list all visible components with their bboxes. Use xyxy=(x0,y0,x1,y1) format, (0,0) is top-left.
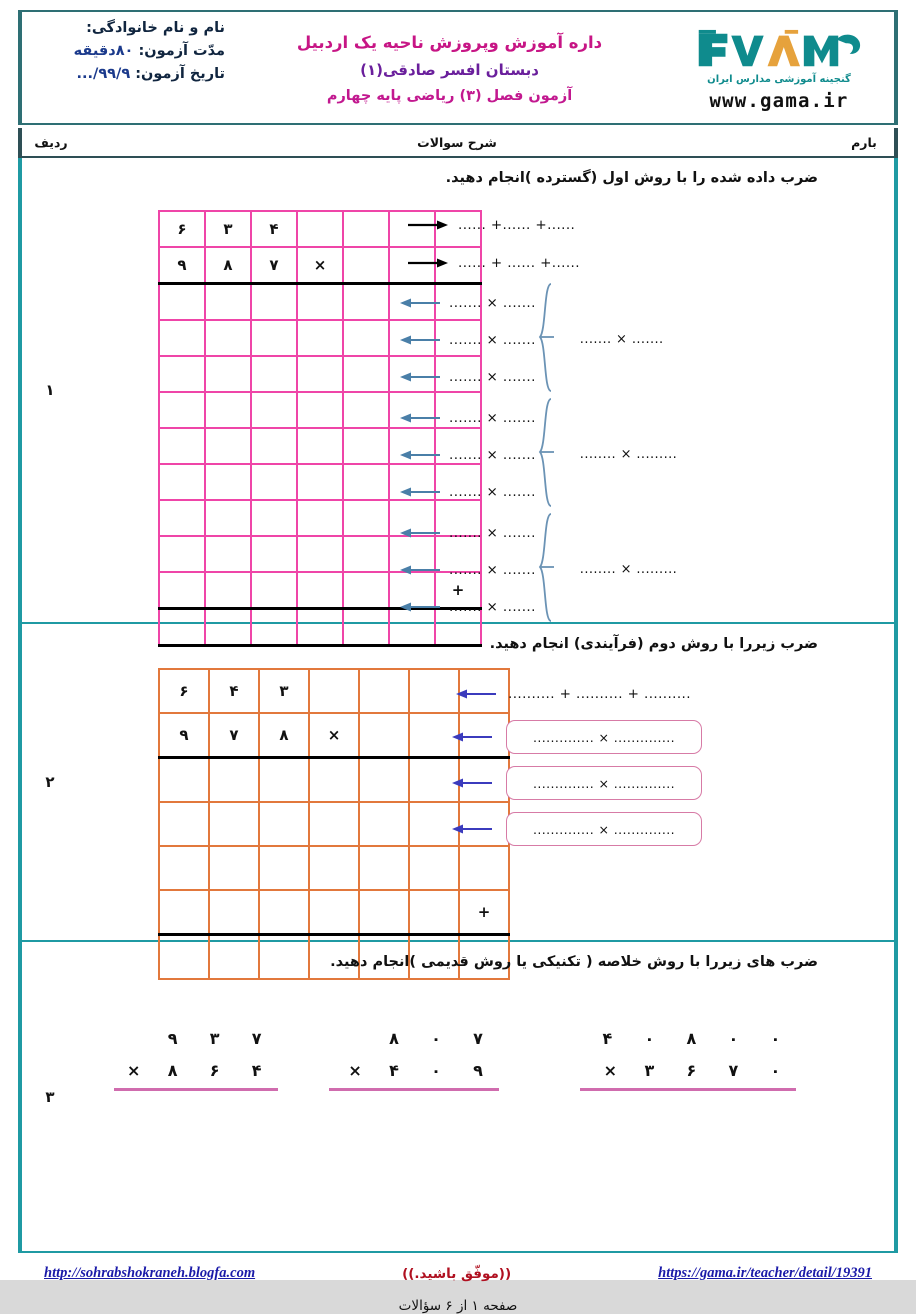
grid-cell[interactable] xyxy=(205,500,251,536)
arrow-left-icon xyxy=(452,731,492,743)
grid-cell[interactable] xyxy=(309,758,359,803)
curly-brace-icon xyxy=(538,282,554,397)
grid-cell[interactable] xyxy=(309,890,359,935)
question-prompt: ضرب زیررا با روش دوم (فرآیندی) انجام دهید. xyxy=(489,636,818,652)
grid-row xyxy=(159,846,509,890)
grid-cell[interactable] xyxy=(159,320,205,356)
grid-cell[interactable] xyxy=(309,669,359,713)
top-digit: ۸ xyxy=(389,1028,399,1048)
top-digit: ۷ xyxy=(473,1028,483,1048)
top-digit: ۳ xyxy=(209,1028,220,1048)
partial-product-blank[interactable]: ....... × ....... xyxy=(449,561,536,578)
arrow-left-icon xyxy=(400,297,440,309)
multiplicand-digit-3: ۶ xyxy=(159,669,209,713)
grid-cell[interactable] xyxy=(159,356,205,392)
partial-product-line xyxy=(400,358,536,395)
grid-cell[interactable] xyxy=(159,284,205,321)
partial-product-blank[interactable]: ....... × ....... xyxy=(449,446,536,463)
column-header-row-number: ردیف xyxy=(20,128,80,156)
plus-symbol: + xyxy=(435,572,481,609)
grid-cell[interactable] xyxy=(297,211,343,247)
question3-workspace xyxy=(88,976,822,1241)
problem-top-row xyxy=(337,1022,499,1054)
grid-cell[interactable] xyxy=(297,428,343,464)
multiplier-digit-2: ۷ xyxy=(209,713,259,758)
grid-cell[interactable] xyxy=(205,284,251,321)
partial-product-group xyxy=(400,512,810,627)
grid-cell[interactable] xyxy=(159,890,209,935)
expansion-blank[interactable]: ...... +...... +...... xyxy=(458,217,576,233)
question-prompt: ضرب های زیررا با روش خلاصه ( تکنیکی یا روش قدیمی )انجام دهید. xyxy=(330,954,818,970)
curly-brace-icon xyxy=(538,397,554,512)
column-header-description: شرح سوالات xyxy=(417,134,497,150)
product-input-box[interactable]: .............. × .............. xyxy=(506,766,702,800)
question-number: ۲ xyxy=(20,624,78,940)
grid-cell[interactable] xyxy=(297,320,343,356)
grid-cell[interactable] xyxy=(359,846,409,890)
exam-duration-label: مدّت آزمون: xyxy=(138,43,225,59)
blog-link[interactable]: http://sohrabshokraneh.blogfa.com xyxy=(44,1265,256,1281)
grid-cell[interactable] xyxy=(159,802,209,846)
grid-cell[interactable] xyxy=(459,846,509,890)
grid-cell[interactable] xyxy=(359,669,409,713)
grid-cell[interactable] xyxy=(205,572,251,609)
exam-duration-value: ۸۰دقیقه xyxy=(73,43,134,59)
top-digit: ۰ xyxy=(431,1028,441,1048)
grid-cell[interactable] xyxy=(359,713,409,758)
grid-cell[interactable] xyxy=(209,890,259,935)
question-score-cell[interactable] xyxy=(836,158,896,622)
question-body xyxy=(78,624,836,940)
grid-cell[interactable] xyxy=(205,320,251,356)
top-digit: ۰ xyxy=(644,1028,655,1048)
grid-cell[interactable] xyxy=(159,846,209,890)
partial-product-blank[interactable]: ....... × ....... xyxy=(449,368,536,385)
grid-cell[interactable] xyxy=(251,320,297,356)
problem-bottom-row xyxy=(592,1054,796,1086)
bottom-digit: ۰ xyxy=(770,1060,781,1080)
grid-cell[interactable] xyxy=(359,890,409,935)
group-summary-blank[interactable]: ....... × ....... xyxy=(579,332,664,347)
grid-cell[interactable] xyxy=(343,500,389,536)
table-row xyxy=(20,158,896,624)
grid-cell[interactable] xyxy=(297,536,343,572)
grid-cell[interactable] xyxy=(297,356,343,392)
grid-cell[interactable] xyxy=(297,284,343,321)
grid-cell[interactable] xyxy=(159,572,205,609)
bottom-digit: ۶ xyxy=(686,1060,697,1080)
product-box-line xyxy=(452,806,816,852)
arrow-right-icon xyxy=(408,219,448,231)
multiplier-digit-3: ۹ xyxy=(159,713,209,758)
table-row xyxy=(20,942,896,1251)
partial-product-line xyxy=(400,284,536,321)
question-score-cell[interactable] xyxy=(836,942,896,1251)
grid-cell[interactable] xyxy=(297,572,343,609)
answer-rule-line xyxy=(329,1088,499,1091)
grid-row-plus xyxy=(159,890,509,935)
arrow-left-icon xyxy=(400,527,440,539)
grid-cell[interactable] xyxy=(205,392,251,428)
student-name-field[interactable] xyxy=(28,20,225,36)
gama-website-url[interactable]: www.gama.ir xyxy=(709,89,849,112)
question-number: ۱ xyxy=(20,158,78,622)
product-box-line xyxy=(452,714,816,760)
group-summary-blank[interactable]: ........ × ......... xyxy=(579,562,678,577)
exam-subject-title: آزمون فصل (۳) ریاضی پایه چهارم xyxy=(326,88,573,104)
partial-product-blank[interactable]: ....... × ....... xyxy=(449,524,536,541)
column-header-score: بارم xyxy=(834,128,896,156)
bottom-digit: ۴ xyxy=(251,1060,262,1080)
question1-workspace xyxy=(88,192,822,615)
times-symbol: × xyxy=(297,247,343,284)
grid-cell[interactable] xyxy=(297,464,343,500)
header-student-info xyxy=(20,12,235,123)
grid-cell[interactable] xyxy=(209,758,259,803)
arrow-left-icon xyxy=(400,486,440,498)
question-body xyxy=(78,158,836,622)
grid-cell[interactable] xyxy=(159,758,209,803)
education-office-title: داره آموزش وپروزش ناحیه یک اردبیل xyxy=(296,33,603,52)
top-digit: ۹ xyxy=(167,1028,178,1048)
partial-product-blank[interactable]: ....... × ....... xyxy=(449,483,536,500)
grid-cell[interactable] xyxy=(159,392,205,428)
partial-product-group xyxy=(400,282,810,397)
student-name-label: نام و نام خانوادگی: xyxy=(86,20,225,36)
grid-cell[interactable] xyxy=(251,464,297,500)
question-prompt: ضرب داده شده را با روش اول (گسترده )انجام دهید. xyxy=(445,170,818,186)
grid-cell[interactable] xyxy=(409,890,459,935)
grid-cell[interactable] xyxy=(343,247,389,284)
problem-bottom-row xyxy=(116,1054,278,1086)
expansion-blank[interactable]: ...... + ...... +...... xyxy=(458,255,580,271)
grid-cell[interactable] xyxy=(343,284,389,321)
logo-caption: گنجینه آموزشی مدارس ایران xyxy=(707,73,851,85)
exam-sheet xyxy=(18,10,898,1314)
times-symbol: × xyxy=(126,1060,141,1080)
multiplier-digit-3: ۹ xyxy=(159,247,205,284)
grid-cell[interactable] xyxy=(343,428,389,464)
grid-cell[interactable] xyxy=(343,572,389,609)
bottom-digit: ۳ xyxy=(644,1060,655,1080)
grid-cell[interactable] xyxy=(159,464,205,500)
arrow-right-icon xyxy=(408,257,448,269)
top-digit: ۴ xyxy=(602,1028,613,1048)
arrow-left-icon xyxy=(400,334,440,346)
arrow-left-icon xyxy=(400,564,440,576)
school-name-title: دبستان افسر صادقی(۱) xyxy=(360,61,539,79)
question-number: ۳ xyxy=(20,942,78,1251)
multiplicand-digit-2: ۳ xyxy=(205,211,251,247)
group-lines xyxy=(400,514,536,625)
grid-cell[interactable] xyxy=(259,758,309,803)
partial-product-line xyxy=(400,588,536,625)
expansion-line xyxy=(408,206,810,244)
exam-duration-field xyxy=(28,43,225,59)
partial-product-line xyxy=(400,436,536,473)
good-luck-message: ((موفّق باشید.)) xyxy=(402,1265,512,1282)
grid-cell[interactable] xyxy=(251,428,297,464)
arrow-left-icon xyxy=(452,777,492,789)
top-digit: ۷ xyxy=(251,1028,262,1048)
grid-cell[interactable] xyxy=(343,536,389,572)
multiplier-digit-2: ۸ xyxy=(205,247,251,284)
grid-cell[interactable] xyxy=(205,356,251,392)
grid-cell[interactable] xyxy=(251,284,297,321)
arrow-left-icon xyxy=(400,412,440,424)
bottom-digit: ۴ xyxy=(389,1060,399,1080)
grid-cell[interactable] xyxy=(309,846,359,890)
exam-date-field[interactable] xyxy=(28,66,225,82)
partial-product-line xyxy=(400,514,536,551)
multiplicand-digit-1: ۳ xyxy=(259,669,309,713)
group-lines xyxy=(400,399,536,510)
table-column-headers xyxy=(18,128,898,158)
question-body xyxy=(78,942,836,1251)
grid-cell[interactable] xyxy=(251,392,297,428)
grid-cell[interactable] xyxy=(259,890,309,935)
grid-cell[interactable] xyxy=(297,392,343,428)
partial-product-blank[interactable]: ....... × ....... xyxy=(449,409,536,426)
exam-date-label: تاریخ آزمون: xyxy=(135,66,225,82)
question2-answer-area xyxy=(416,674,816,852)
grid-cell[interactable] xyxy=(309,802,359,846)
multiplier-digit-1: ۷ xyxy=(251,247,297,284)
grid-cell[interactable] xyxy=(409,846,459,890)
grid-cell[interactable] xyxy=(159,500,205,536)
plus-symbol: + xyxy=(459,890,509,935)
bottom-digit: ۸ xyxy=(167,1060,178,1080)
gama-teacher-link[interactable]: https://gama.ir/teacher/detail/19391 xyxy=(658,1265,872,1281)
arrow-left-icon xyxy=(400,601,440,613)
arrow-left-icon xyxy=(456,688,496,700)
grid-cell[interactable] xyxy=(209,846,259,890)
grid-cell[interactable] xyxy=(159,536,205,572)
table-row xyxy=(20,624,896,942)
question2-workspace xyxy=(88,658,822,930)
product-input-box[interactable]: .............. × .............. xyxy=(506,720,702,754)
partial-product-line xyxy=(400,321,536,358)
partial-product-blank[interactable]: ....... × ....... xyxy=(449,294,536,311)
times-symbol: × xyxy=(348,1060,362,1080)
grid-cell[interactable] xyxy=(343,320,389,356)
grid-cell[interactable] xyxy=(343,211,389,247)
grid-cell[interactable] xyxy=(343,464,389,500)
partial-product-blank[interactable]: ....... × ....... xyxy=(449,331,536,348)
multiplication-problems-row xyxy=(88,976,822,1091)
partial-product-line xyxy=(400,551,536,588)
multiplication-problem[interactable] xyxy=(329,1022,499,1091)
page-number-info: صفحه ۱ از ۶ سؤالات xyxy=(398,1298,518,1314)
grid-cell[interactable] xyxy=(205,428,251,464)
product-input-box[interactable]: .............. × .............. xyxy=(506,812,702,846)
grid-cell[interactable] xyxy=(251,356,297,392)
grid-cell[interactable] xyxy=(205,536,251,572)
bottom-digit: ۶ xyxy=(209,1060,220,1080)
multiplication-problem[interactable] xyxy=(550,1022,796,1091)
arrow-left-icon xyxy=(400,449,440,461)
grid-cell[interactable] xyxy=(251,572,297,609)
multiplicand-digit-3: ۶ xyxy=(159,211,205,247)
grid-cell[interactable] xyxy=(205,464,251,500)
multiplicand-digit-2: ۴ xyxy=(209,669,259,713)
grid-cell[interactable] xyxy=(251,500,297,536)
group-lines xyxy=(400,284,536,395)
bottom-digit: ۹ xyxy=(473,1060,483,1080)
page-footer xyxy=(18,1261,898,1282)
header-logo-block xyxy=(664,12,896,123)
product-box-line xyxy=(452,760,816,806)
grid-cell[interactable] xyxy=(343,392,389,428)
sum-blank[interactable]: .......... + .......... + .......... xyxy=(508,686,691,702)
multiplicand-digit-1: ۴ xyxy=(251,211,297,247)
partial-product-group xyxy=(400,397,810,512)
answer-rule-line xyxy=(114,1088,278,1091)
grid-cell[interactable] xyxy=(259,802,309,846)
question1-equations xyxy=(390,206,810,627)
grid-cell[interactable] xyxy=(343,356,389,392)
arrow-left-icon xyxy=(452,823,492,835)
sum-line xyxy=(456,674,816,714)
grid-cell[interactable] xyxy=(159,428,205,464)
exam-date-value: ۹۹/۹/... xyxy=(76,66,131,82)
grid-cell[interactable] xyxy=(259,846,309,890)
group-summary-blank[interactable]: ........ × ......... xyxy=(579,447,678,462)
problem-top-row xyxy=(550,1022,796,1054)
grid-cell[interactable] xyxy=(297,500,343,536)
partial-product-line xyxy=(400,399,536,436)
bottom-digit: ۷ xyxy=(728,1060,739,1080)
exam-header xyxy=(18,10,898,125)
grid-cell[interactable] xyxy=(209,802,259,846)
arrow-left-icon xyxy=(400,371,440,383)
partial-product-line xyxy=(400,473,536,510)
expansion-line xyxy=(408,244,810,282)
header-titles xyxy=(235,12,664,123)
times-symbol: × xyxy=(603,1060,618,1080)
grid-cell[interactable] xyxy=(251,536,297,572)
grid-cell[interactable] xyxy=(359,758,409,803)
top-digit: ۰ xyxy=(770,1028,781,1048)
gama-logo-icon xyxy=(693,24,865,76)
question-score-cell[interactable] xyxy=(836,624,896,940)
top-digit: ۸ xyxy=(686,1028,697,1048)
problem-top-row xyxy=(116,1022,278,1054)
multiplication-problem[interactable] xyxy=(114,1022,278,1091)
answer-rule-line xyxy=(580,1088,796,1091)
times-symbol: × xyxy=(309,713,359,758)
partial-product-blank[interactable]: ....... × ....... xyxy=(449,598,536,615)
bottom-digit: ۰ xyxy=(431,1060,441,1080)
problem-bottom-row xyxy=(337,1054,499,1086)
grid-cell[interactable] xyxy=(359,802,409,846)
curly-brace-icon xyxy=(538,512,554,627)
multiplier-digit-1: ۸ xyxy=(259,713,309,758)
top-digit: ۰ xyxy=(728,1028,739,1048)
questions-table xyxy=(18,158,898,1253)
